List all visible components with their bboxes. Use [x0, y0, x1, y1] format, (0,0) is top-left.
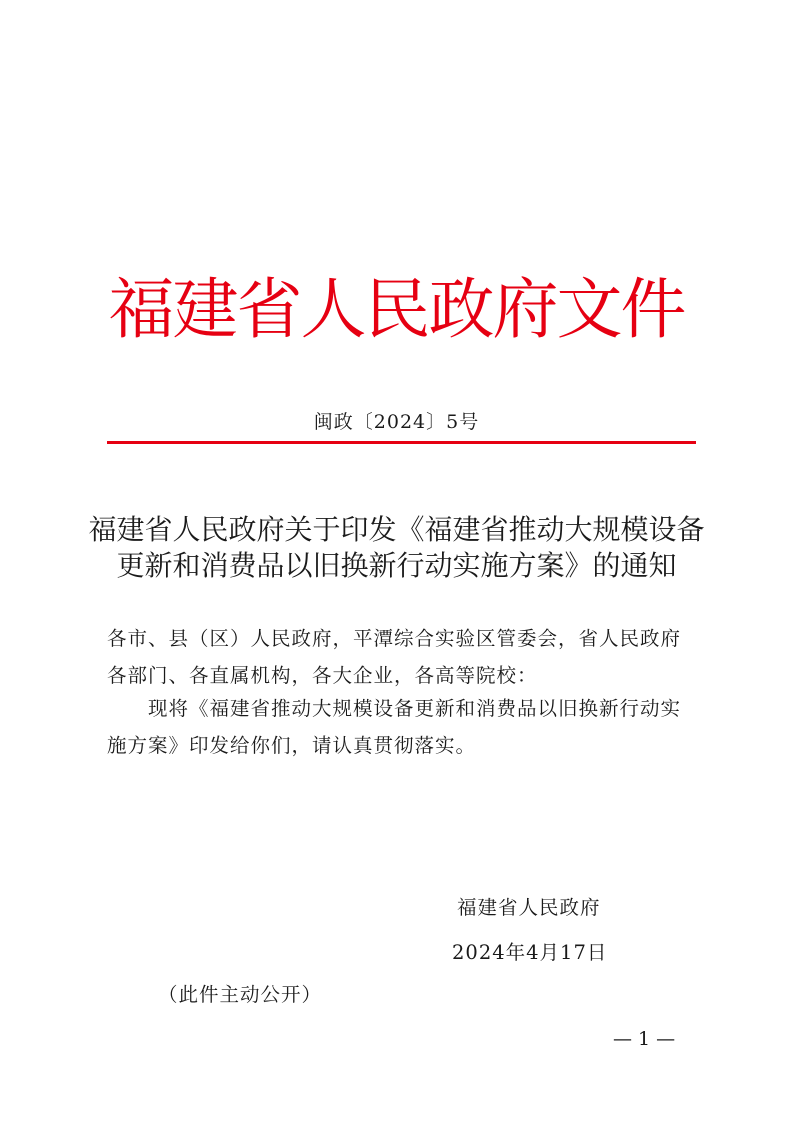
document-header-title: 福建省人民政府文件	[108, 271, 685, 348]
body-line-1: 现将《福建省推动大规模设备更新和消费品以旧换新行动实	[148, 697, 682, 720]
issue-date: 2024年4月17日	[452, 941, 608, 964]
disclosure-note: （此件主动公开）	[158, 983, 323, 1006]
red-separator-line	[107, 441, 696, 444]
notice-title	[0, 512, 793, 584]
body-line-2: 施方案》印发给你们，请认真贯彻落实。	[107, 734, 477, 757]
document-number: 闽政〔2024〕5号	[313, 411, 480, 433]
recipients-block	[107, 620, 699, 694]
body-paragraph	[107, 690, 699, 764]
issuer-signature: 福建省人民政府	[457, 896, 601, 919]
page-number: — 1 —	[613, 1028, 676, 1050]
recipients-line-1: 各市、县（区）人民政府，平潭综合实验区管委会，省人民政府	[107, 627, 682, 650]
notice-title-line-2: 更新和消费品以旧换新行动实施方案》的通知	[116, 549, 677, 582]
recipients-line-2: 各部门、各直属机构，各大企业，各高等院校：	[107, 664, 538, 687]
notice-title-line-1: 福建省人民政府关于印发《福建省推动大规模设备	[88, 513, 705, 546]
